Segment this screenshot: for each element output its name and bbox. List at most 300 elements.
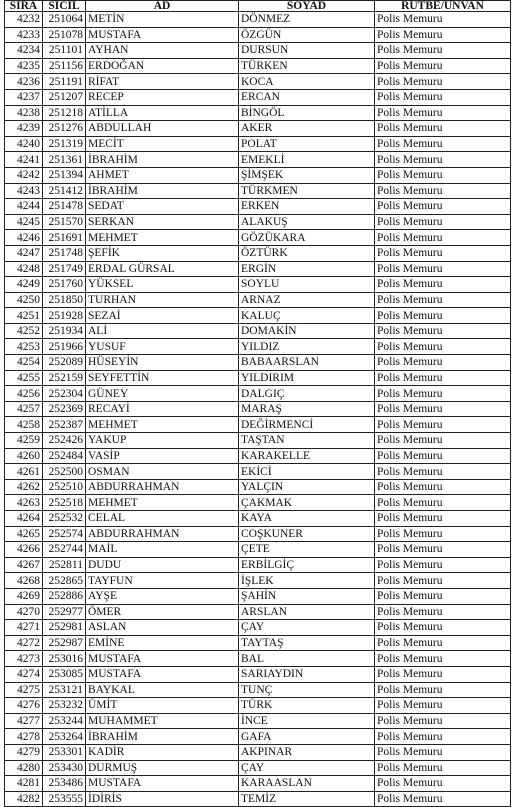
table-row — [5, 167, 511, 183]
table-row — [5, 370, 511, 386]
cell-soyad: EMEKLİ — [239, 152, 375, 168]
cell-rutbe: Polis Memuru — [375, 386, 511, 402]
cell-soyad: TÜRKEN — [239, 58, 375, 74]
cell-soyad: DALGIÇ — [239, 386, 375, 402]
cell-ad: MUSTAFA — [86, 651, 239, 667]
cell-soyad: ALAKUŞ — [239, 214, 375, 230]
cell-sira: 4243 — [5, 183, 43, 199]
table-row — [5, 620, 511, 636]
table-row — [5, 448, 511, 464]
cell-sira: 4250 — [5, 292, 43, 308]
cell-soyad: ERBİLGİÇ — [239, 557, 375, 573]
table-row — [5, 323, 511, 339]
cell-ad: ABDURRAHMAN — [86, 526, 239, 542]
cell-rutbe: Polis Memuru — [375, 448, 511, 464]
cell-sira: 4246 — [5, 230, 43, 246]
cell-rutbe: Polis Memuru — [375, 167, 511, 183]
cell-sira: 4239 — [5, 121, 43, 137]
cell-ad: CELAL — [86, 511, 239, 527]
cell-sira: 4244 — [5, 199, 43, 215]
cell-sicil: 251191 — [43, 74, 86, 90]
table-row — [5, 245, 511, 261]
cell-sira: 4280 — [5, 760, 43, 776]
cell-rutbe: Polis Memuru — [375, 479, 511, 495]
cell-rutbe: Polis Memuru — [375, 199, 511, 215]
table-row — [5, 12, 511, 28]
header-rutbe: RUTBE/UNVAN — [375, 1, 511, 12]
cell-sira: 4279 — [5, 744, 43, 760]
cell-soyad: TAYTAŞ — [239, 635, 375, 651]
cell-sira: 4274 — [5, 666, 43, 682]
cell-ad: METİN — [86, 12, 239, 28]
cell-sicil: 252865 — [43, 573, 86, 589]
cell-sicil: 251928 — [43, 308, 86, 324]
cell-ad: YUSUF — [86, 339, 239, 355]
cell-soyad: POLAT — [239, 136, 375, 152]
cell-soyad: TEMİZ — [239, 791, 375, 807]
cell-rutbe: Polis Memuru — [375, 542, 511, 558]
cell-sira: 4245 — [5, 214, 43, 230]
cell-ad: TURHAN — [86, 292, 239, 308]
table-row — [5, 58, 511, 74]
cell-ad: İBRAHİM — [86, 183, 239, 199]
cell-sicil: 251850 — [43, 292, 86, 308]
cell-rutbe: Polis Memuru — [375, 776, 511, 792]
cell-ad: AYŞE — [86, 588, 239, 604]
cell-sira: 4238 — [5, 105, 43, 121]
cell-sira: 4261 — [5, 464, 43, 480]
table-body — [5, 12, 511, 807]
cell-sira: 4256 — [5, 386, 43, 402]
cell-sira: 4235 — [5, 58, 43, 74]
cell-sicil: 251319 — [43, 136, 86, 152]
table-row — [5, 635, 511, 651]
cell-ad: MEHMET — [86, 230, 239, 246]
cell-ad: MEHMET — [86, 495, 239, 511]
cell-sira: 4248 — [5, 261, 43, 277]
table-row — [5, 776, 511, 792]
cell-sira: 4242 — [5, 167, 43, 183]
cell-sicil: 251207 — [43, 89, 86, 105]
cell-sira: 4236 — [5, 74, 43, 90]
cell-sicil: 252886 — [43, 588, 86, 604]
cell-sira: 4263 — [5, 495, 43, 511]
cell-rutbe: Polis Memuru — [375, 277, 511, 293]
cell-sira: 4233 — [5, 27, 43, 43]
cell-sicil: 251748 — [43, 245, 86, 261]
cell-sira: 4260 — [5, 448, 43, 464]
cell-rutbe: Polis Memuru — [375, 152, 511, 168]
cell-rutbe: Polis Memuru — [375, 682, 511, 698]
cell-soyad: YALÇIN — [239, 479, 375, 495]
cell-sicil: 251218 — [43, 105, 86, 121]
table-row — [5, 479, 511, 495]
cell-sira: 4252 — [5, 323, 43, 339]
cell-soyad: ÇAKMAK — [239, 495, 375, 511]
cell-rutbe: Polis Memuru — [375, 105, 511, 121]
cell-sicil: 251760 — [43, 277, 86, 293]
cell-sira: 4232 — [5, 12, 43, 28]
cell-ad: MUSTAFA — [86, 666, 239, 682]
cell-rutbe: Polis Memuru — [375, 791, 511, 807]
cell-ad: ATİLLA — [86, 105, 239, 121]
cell-sira: 4268 — [5, 573, 43, 589]
cell-ad: RİFAT — [86, 74, 239, 90]
cell-sira: 4240 — [5, 136, 43, 152]
cell-sicil: 251064 — [43, 12, 86, 28]
table-row — [5, 401, 511, 417]
table-row — [5, 121, 511, 137]
cell-ad: MUSTAFA — [86, 776, 239, 792]
cell-rutbe: Polis Memuru — [375, 261, 511, 277]
cell-soyad: BAL — [239, 651, 375, 667]
cell-sira: 4273 — [5, 651, 43, 667]
cell-sira: 4255 — [5, 370, 43, 386]
cell-sicil: 251078 — [43, 27, 86, 43]
table-row — [5, 27, 511, 43]
cell-soyad: KOCA — [239, 74, 375, 90]
cell-ad: RECEP — [86, 89, 239, 105]
cell-soyad: ARSLAN — [239, 604, 375, 620]
cell-soyad: DURSUN — [239, 43, 375, 59]
cell-rutbe: Polis Memuru — [375, 698, 511, 714]
cell-rutbe: Polis Memuru — [375, 557, 511, 573]
cell-soyad: AKPINAR — [239, 744, 375, 760]
cell-soyad: ERKEN — [239, 199, 375, 215]
table-row — [5, 183, 511, 199]
cell-sira: 4277 — [5, 713, 43, 729]
cell-sicil: 251394 — [43, 167, 86, 183]
personnel-table — [4, 0, 511, 807]
cell-sira: 4267 — [5, 557, 43, 573]
table-row — [5, 542, 511, 558]
cell-ad: ALİ — [86, 323, 239, 339]
cell-sicil: 253244 — [43, 713, 86, 729]
table-row — [5, 588, 511, 604]
cell-sicil: 252811 — [43, 557, 86, 573]
table-row — [5, 557, 511, 573]
cell-ad: SEZAİ — [86, 308, 239, 324]
cell-sira: 4241 — [5, 152, 43, 168]
cell-rutbe: Polis Memuru — [375, 760, 511, 776]
cell-soyad: GÖZÜKARA — [239, 230, 375, 246]
cell-soyad: SARIAYDIN — [239, 666, 375, 682]
table-row — [5, 199, 511, 215]
cell-rutbe: Polis Memuru — [375, 58, 511, 74]
table-row — [5, 89, 511, 105]
cell-soyad: ERGİN — [239, 261, 375, 277]
cell-rutbe: Polis Memuru — [375, 292, 511, 308]
cell-rutbe: Polis Memuru — [375, 12, 511, 28]
table-row — [5, 386, 511, 402]
table-row — [5, 495, 511, 511]
table-row — [5, 573, 511, 589]
cell-sira: 4251 — [5, 308, 43, 324]
header-sira: SIRA — [5, 1, 43, 12]
cell-soyad: KARAKELLE — [239, 448, 375, 464]
cell-rutbe: Polis Memuru — [375, 245, 511, 261]
cell-ad: ABDULLAH — [86, 121, 239, 137]
cell-rutbe: Polis Memuru — [375, 620, 511, 636]
cell-sira: 4265 — [5, 526, 43, 542]
cell-ad: DURMUŞ — [86, 760, 239, 776]
table-row — [5, 604, 511, 620]
cell-rutbe: Polis Memuru — [375, 339, 511, 355]
table-row — [5, 339, 511, 355]
table-row — [5, 682, 511, 698]
cell-rutbe: Polis Memuru — [375, 121, 511, 137]
cell-ad: GÜNEY — [86, 386, 239, 402]
cell-rutbe: Polis Memuru — [375, 573, 511, 589]
cell-sicil: 252532 — [43, 511, 86, 527]
cell-sicil: 253264 — [43, 729, 86, 745]
table-row — [5, 433, 511, 449]
cell-soyad: DOMAKİN — [239, 323, 375, 339]
cell-sicil: 253085 — [43, 666, 86, 682]
cell-soyad: EKİCİ — [239, 464, 375, 480]
table-row — [5, 261, 511, 277]
cell-ad: DUDU — [86, 557, 239, 573]
cell-soyad: AKER — [239, 121, 375, 137]
cell-sicil: 251361 — [43, 152, 86, 168]
cell-soyad: TAŞTAN — [239, 433, 375, 449]
cell-sicil: 252159 — [43, 370, 86, 386]
cell-sicil: 251478 — [43, 199, 86, 215]
cell-sira: 4258 — [5, 417, 43, 433]
cell-sicil: 251570 — [43, 214, 86, 230]
cell-sicil: 253232 — [43, 698, 86, 714]
cell-sicil: 252987 — [43, 635, 86, 651]
cell-ad: MUSTAFA — [86, 27, 239, 43]
cell-ad: İDİRİS — [86, 791, 239, 807]
cell-ad: KADİR — [86, 744, 239, 760]
cell-soyad: TUNÇ — [239, 682, 375, 698]
cell-ad: ABDURRAHMAN — [86, 479, 239, 495]
cell-sira: 4262 — [5, 479, 43, 495]
cell-sira: 4249 — [5, 277, 43, 293]
cell-soyad: ARNAZ — [239, 292, 375, 308]
cell-sicil: 252089 — [43, 355, 86, 371]
cell-sira: 4275 — [5, 682, 43, 698]
cell-ad: İBRAHİM — [86, 729, 239, 745]
table-row — [5, 744, 511, 760]
table-row — [5, 292, 511, 308]
cell-rutbe: Polis Memuru — [375, 511, 511, 527]
cell-rutbe: Polis Memuru — [375, 183, 511, 199]
table-row — [5, 698, 511, 714]
table-row — [5, 666, 511, 682]
cell-soyad: TÜRK — [239, 698, 375, 714]
cell-sira: 4271 — [5, 620, 43, 636]
cell-sicil: 253430 — [43, 760, 86, 776]
cell-soyad: İŞLEK — [239, 573, 375, 589]
cell-ad: OSMAN — [86, 464, 239, 480]
cell-sicil: 251934 — [43, 323, 86, 339]
cell-ad: ERDOĞAN — [86, 58, 239, 74]
cell-soyad: ÇAY — [239, 760, 375, 776]
cell-ad: YÜKSEL — [86, 277, 239, 293]
cell-sira: 4276 — [5, 698, 43, 714]
cell-rutbe: Polis Memuru — [375, 713, 511, 729]
cell-rutbe: Polis Memuru — [375, 370, 511, 386]
header-sicil: SICIL — [43, 1, 86, 12]
cell-rutbe: Polis Memuru — [375, 308, 511, 324]
cell-rutbe: Polis Memuru — [375, 666, 511, 682]
cell-sicil: 252387 — [43, 417, 86, 433]
cell-ad: ŞEFİK — [86, 245, 239, 261]
table-row — [5, 464, 511, 480]
cell-ad: VASİP — [86, 448, 239, 464]
cell-soyad: DEĞİRMENCİ — [239, 417, 375, 433]
cell-rutbe: Polis Memuru — [375, 651, 511, 667]
header-row — [5, 1, 511, 12]
cell-sira: 4282 — [5, 791, 43, 807]
cell-soyad: COŞKUNER — [239, 526, 375, 542]
cell-soyad: GAFA — [239, 729, 375, 745]
cell-sira: 4270 — [5, 604, 43, 620]
table-row — [5, 511, 511, 527]
cell-sira: 4237 — [5, 89, 43, 105]
cell-rutbe: Polis Memuru — [375, 74, 511, 90]
cell-soyad: TÜRKMEN — [239, 183, 375, 199]
cell-soyad: KARAASLAN — [239, 776, 375, 792]
cell-ad: AHMET — [86, 167, 239, 183]
cell-sicil: 252744 — [43, 542, 86, 558]
cell-sicil: 252510 — [43, 479, 86, 495]
cell-sira: 4269 — [5, 588, 43, 604]
cell-ad: İBRAHİM — [86, 152, 239, 168]
cell-rutbe: Polis Memuru — [375, 323, 511, 339]
cell-ad: MEHMET — [86, 417, 239, 433]
table-row — [5, 729, 511, 745]
cell-sira: 4254 — [5, 355, 43, 371]
table-row — [5, 74, 511, 90]
cell-soyad: KAYA — [239, 511, 375, 527]
cell-ad: EMİNE — [86, 635, 239, 651]
cell-soyad: ÇAY — [239, 620, 375, 636]
cell-sira: 4259 — [5, 433, 43, 449]
cell-ad: ÜMİT — [86, 698, 239, 714]
cell-soyad: ERCAN — [239, 89, 375, 105]
cell-ad: MUHAMMET — [86, 713, 239, 729]
cell-soyad: ŞAHİN — [239, 588, 375, 604]
cell-rutbe: Polis Memuru — [375, 89, 511, 105]
cell-soyad: ÖZGÜN — [239, 27, 375, 43]
cell-sicil: 251412 — [43, 183, 86, 199]
header-ad: AD — [86, 1, 239, 12]
cell-ad: SEDAT — [86, 199, 239, 215]
cell-rutbe: Polis Memuru — [375, 635, 511, 651]
cell-sira: 4266 — [5, 542, 43, 558]
cell-ad: ASLAN — [86, 620, 239, 636]
cell-sicil: 252484 — [43, 448, 86, 464]
cell-sicil: 251749 — [43, 261, 86, 277]
cell-sira: 4264 — [5, 511, 43, 527]
cell-ad: SEYFETTİN — [86, 370, 239, 386]
cell-sicil: 252369 — [43, 401, 86, 417]
cell-ad: YAKUP — [86, 433, 239, 449]
cell-soyad: ÇETE — [239, 542, 375, 558]
table-row — [5, 277, 511, 293]
cell-rutbe: Polis Memuru — [375, 401, 511, 417]
cell-rutbe: Polis Memuru — [375, 417, 511, 433]
table-row — [5, 651, 511, 667]
table-row — [5, 105, 511, 121]
cell-ad: TAYFUN — [86, 573, 239, 589]
cell-ad: MAİL — [86, 542, 239, 558]
cell-sira: 4272 — [5, 635, 43, 651]
cell-soyad: MARAŞ — [239, 401, 375, 417]
cell-rutbe: Polis Memuru — [375, 729, 511, 745]
table-row — [5, 791, 511, 807]
cell-sicil: 252500 — [43, 464, 86, 480]
cell-soyad: SOYLU — [239, 277, 375, 293]
cell-sira: 4247 — [5, 245, 43, 261]
cell-rutbe: Polis Memuru — [375, 464, 511, 480]
table-row — [5, 526, 511, 542]
cell-rutbe: Polis Memuru — [375, 43, 511, 59]
cell-sicil: 253301 — [43, 744, 86, 760]
cell-sira: 4253 — [5, 339, 43, 355]
cell-sira: 4234 — [5, 43, 43, 59]
cell-rutbe: Polis Memuru — [375, 230, 511, 246]
cell-sicil: 252574 — [43, 526, 86, 542]
cell-rutbe: Polis Memuru — [375, 355, 511, 371]
cell-ad: BAYKAL — [86, 682, 239, 698]
cell-rutbe: Polis Memuru — [375, 214, 511, 230]
cell-soyad: YILDIZ — [239, 339, 375, 355]
cell-sira: 4281 — [5, 776, 43, 792]
table-row — [5, 760, 511, 776]
cell-sicil: 251276 — [43, 121, 86, 137]
cell-rutbe: Polis Memuru — [375, 744, 511, 760]
table-row — [5, 43, 511, 59]
cell-sicil: 253016 — [43, 651, 86, 667]
cell-sicil: 253121 — [43, 682, 86, 698]
cell-soyad: ŞİMŞEK — [239, 167, 375, 183]
cell-sicil: 251156 — [43, 58, 86, 74]
cell-ad: MECİT — [86, 136, 239, 152]
table-row — [5, 308, 511, 324]
cell-soyad: DÖNMEZ — [239, 12, 375, 28]
cell-ad: RECAYİ — [86, 401, 239, 417]
cell-soyad: BABAARSLAN — [239, 355, 375, 371]
table-row — [5, 713, 511, 729]
cell-ad: AYHAN — [86, 43, 239, 59]
table-header — [5, 1, 511, 12]
cell-sicil: 251691 — [43, 230, 86, 246]
cell-soyad: BİNGÖL — [239, 105, 375, 121]
cell-rutbe: Polis Memuru — [375, 495, 511, 511]
cell-sicil: 253486 — [43, 776, 86, 792]
cell-sicil: 251966 — [43, 339, 86, 355]
cell-soyad: İNCE — [239, 713, 375, 729]
cell-sicil: 251101 — [43, 43, 86, 59]
cell-ad: ERDAL GÜRSAL — [86, 261, 239, 277]
cell-sicil: 252977 — [43, 604, 86, 620]
cell-sicil: 252426 — [43, 433, 86, 449]
cell-ad: HÜSEYİN — [86, 355, 239, 371]
cell-rutbe: Polis Memuru — [375, 27, 511, 43]
cell-sicil: 252981 — [43, 620, 86, 636]
cell-soyad: KALUÇ — [239, 308, 375, 324]
table-row — [5, 136, 511, 152]
table-row — [5, 417, 511, 433]
cell-soyad: ÖZTÜRK — [239, 245, 375, 261]
cell-ad: ÖMER — [86, 604, 239, 620]
cell-sicil: 253555 — [43, 791, 86, 807]
table-row — [5, 152, 511, 168]
